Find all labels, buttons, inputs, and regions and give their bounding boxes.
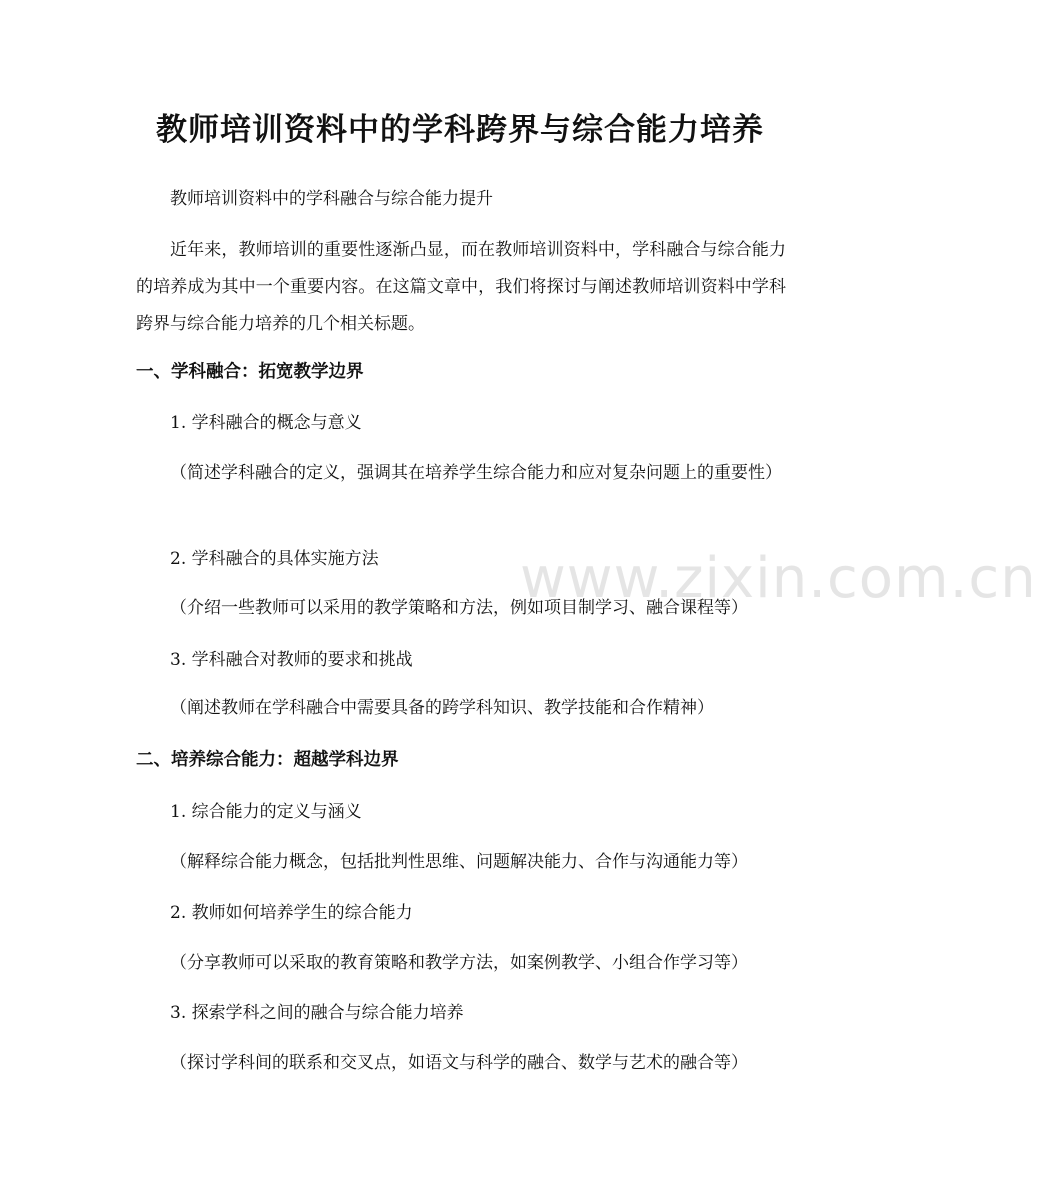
section-2-item-1-label: 1. 综合能力的定义与涵义: [170, 802, 362, 822]
watermark: www.zixin.com.cn: [520, 546, 1037, 611]
section-2-item-3-label: 3. 探索学科之间的融合与综合能力培养: [170, 1003, 464, 1023]
section-heading-1: 一、学科融合：拓宽教学边界: [136, 362, 364, 382]
section-2-item-1-note: （解释综合能力概念，包括批判性思维、问题解决能力、合作与沟通能力等）: [170, 852, 748, 872]
intro-paragraph: 近年来，教师培训的重要性逐渐凸显，而在教师培训资料中，学科融合与综合能力的培养成为其中一个重要内容。在这篇文章中，我们将探讨与阐述教师培训资料中学科跨界与综合能力培养的几个相关标题。: [136, 240, 786, 334]
section-1-item-3-note: （阐述教师在学科融合中需要具备的跨学科知识、教学技能和合作精神）: [170, 698, 714, 718]
section-1-item-3-label: 3. 学科融合对教师的要求和挑战: [170, 650, 413, 670]
section-1-item-1-note: （简述学科融合的定义，强调其在培养学生综合能力和应对复杂问题上的重要性）: [170, 463, 782, 483]
section-1-item-1-label: 1. 学科融合的概念与意义: [170, 413, 362, 433]
section-1-item-2-note: （介绍一些教师可以采用的教学策略和方法，例如项目制学习、融合课程等）: [170, 598, 748, 618]
section-1-item-2-label: 2. 学科融合的具体实施方法: [170, 549, 379, 569]
section-2-item-2-label: 2. 教师如何培养学生的综合能力: [170, 903, 413, 923]
document-title: 教师培训资料中的学科跨界与综合能力培养: [156, 112, 764, 148]
section-2-item-3-note: （探讨学科间的联系和交叉点，如语文与科学的融合、数学与艺术的融合等）: [170, 1053, 748, 1073]
document-subtitle: 教师培训资料中的学科融合与综合能力提升: [170, 189, 493, 209]
section-heading-2: 二、培养综合能力：超越学科边界: [136, 750, 399, 770]
section-2-item-2-note: （分享教师可以采取的教育策略和教学方法，如案例教学、小组合作学习等）: [170, 953, 748, 973]
